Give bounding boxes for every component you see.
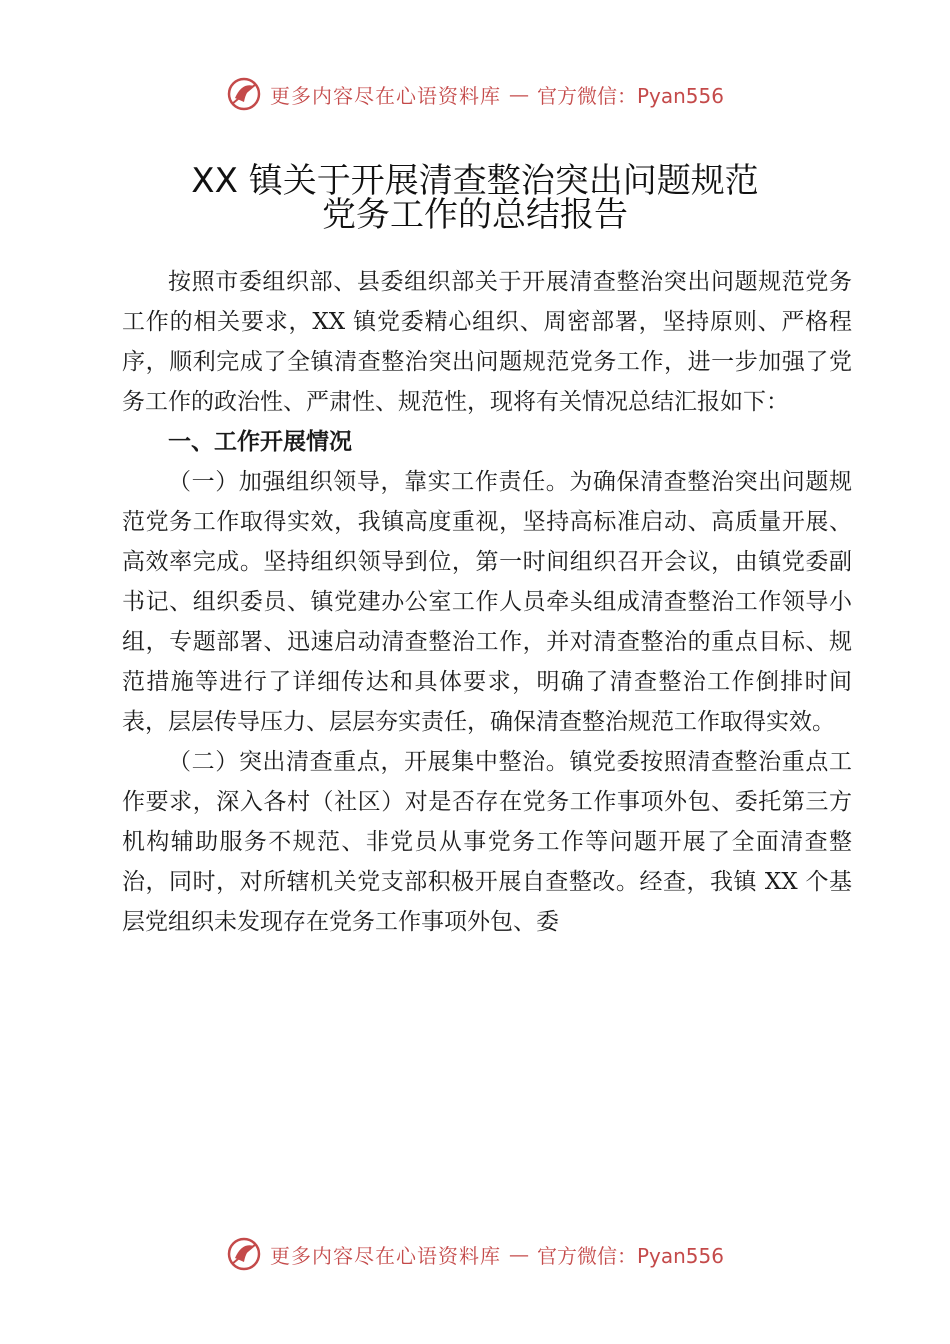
banner-contact: 官方微信：Pyan556: [536, 83, 724, 108]
banner-text: 更多内容尽在心语资料库: [269, 83, 501, 108]
section-heading: 一、工作开展情况: [168, 429, 352, 455]
banner-dash: —: [508, 82, 529, 106]
title-line-1: XX 镇关于开展清查整治突出问题规范: [191, 161, 759, 201]
logo-seal-icon: [226, 1236, 262, 1272]
document-body: [122, 262, 852, 942]
intro-paragraph: 按照市委组织部、县委组织部关于开展清查整治突出问题规范党务工作的相关要求，XX 镇党委精心组织、周密部署，坚持原则、严格程序，顺利完成了全镇清查整治突出问题规范党务工作，进一步加强了党务工作的政治性、严肃性、规范性，现将有关情况总结汇报如下：: [122, 269, 852, 415]
banner-text: 更多内容尽在心语资料库: [269, 1243, 501, 1268]
banner-dash: —: [508, 1242, 529, 1266]
logo-seal-icon: [226, 76, 262, 112]
document-title: [100, 161, 850, 235]
header-banner: [0, 74, 950, 114]
footer-banner: [0, 1234, 950, 1274]
banner-contact: 官方微信：Pyan556: [536, 1243, 724, 1268]
title-line-2: 党务工作的总结报告: [322, 195, 628, 235]
paragraph-1: （一）加强组织领导，靠实工作责任。为确保清查整治突出问题规范党务工作取得实效，我镇高度重视，坚持高标准启动、高质量开展、高效率完成。坚持组织领导到位，第一时间组织召开会议，由镇党委副书记、组织委员、镇党建办公室工作人员牵头组成清查整治工作领导小组，专题部署、迅速启动清查整治工作，并对清查整治的重点目标、规范措施等进行了详细传达和具体要求，明确了清查整治工作倒排时间表，层层传导压力、层层夯实责任，确保清查整治规范工作取得实效。: [122, 469, 852, 735]
paragraph-2: （二）突出清查重点，开展集中整治。镇党委按照清查整治重点工作要求，深入各村（社区）对是否存在党务工作事项外包、委托第三方机构辅助服务不规范、非党员从事党务工作等问题开展了全面清查整治，同时，对所辖机关党支部积极开展自查整改。经查，我镇 XX 个基层党组织未发现存在党务工作事项外包、委: [122, 749, 852, 935]
